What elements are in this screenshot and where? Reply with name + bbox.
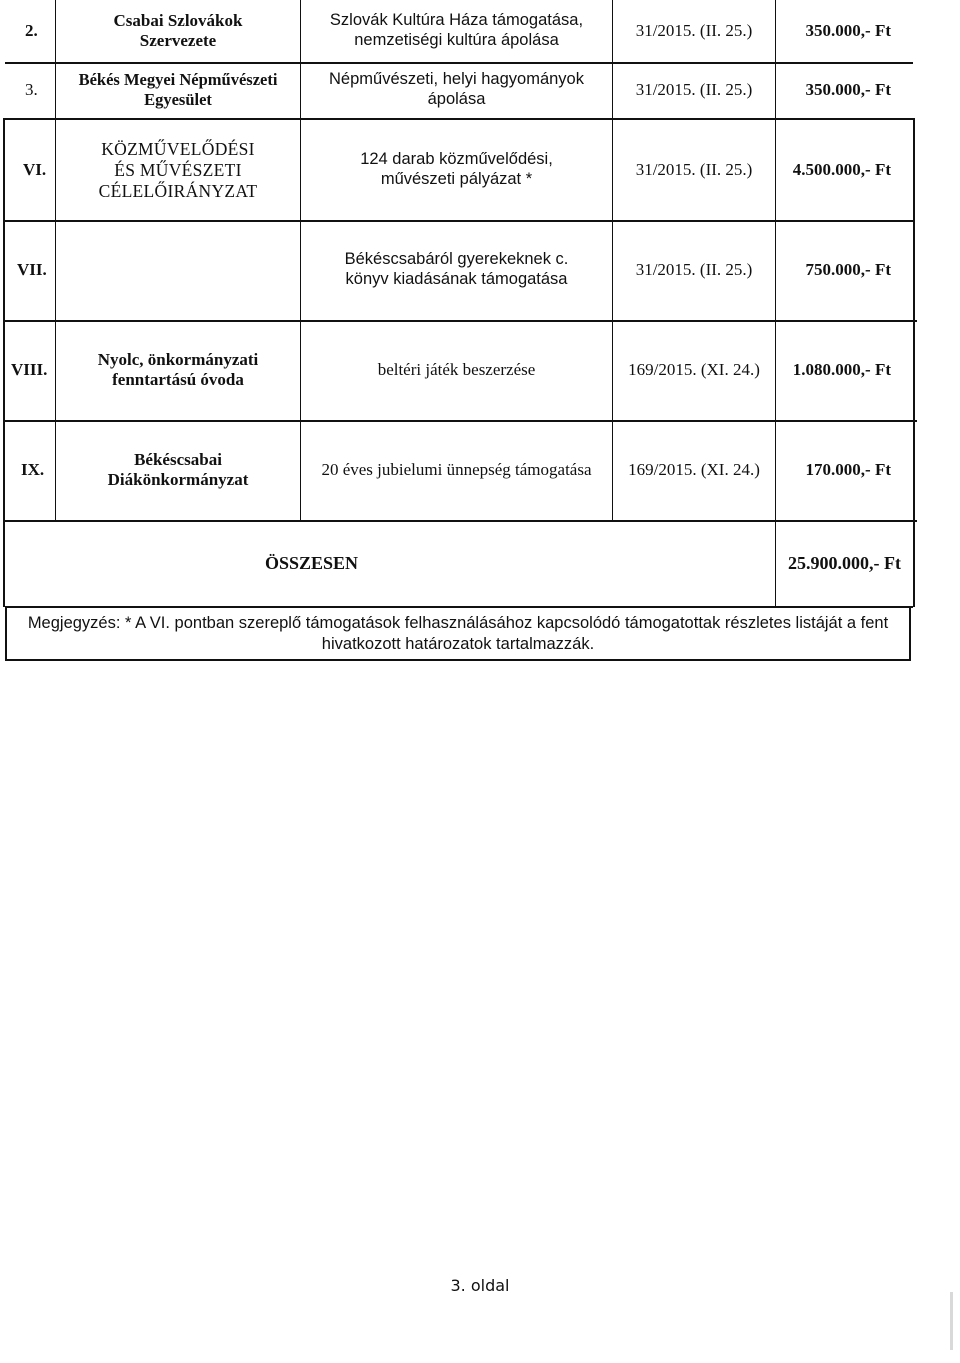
row-number: VII. — [17, 259, 47, 279]
resolution-number: 31/2015. (II. 25.) — [612, 62, 775, 118]
grant-amount: 170.000,- Ft — [775, 420, 913, 520]
organization-name — [55, 220, 300, 320]
row-number: 3. — [25, 79, 38, 99]
organization-name: KÖZMŰVELŐDÉSI ÉS MŰVÉSZETI CÉLELŐIRÁNYZAT — [55, 120, 300, 220]
row-divider — [5, 320, 917, 322]
organization-name: Békéscsabai Diákönkormányzat — [55, 420, 300, 520]
organization-name: Nyolc, önkormányzati fenntartású óvoda — [55, 320, 300, 420]
grant-amount: 350.000,- Ft — [775, 62, 913, 118]
resolution-number: 169/2015. (XI. 24.) — [612, 320, 775, 420]
row-number: VIII. — [11, 359, 48, 379]
grant-purpose: Békéscsabáról gyerekeknek c. könyv kiadásának támogatása — [300, 220, 612, 320]
row-divider — [5, 62, 913, 64]
resolution-number: 31/2015. (II. 25.) — [612, 220, 775, 320]
organization-name: Csabai Szlovákok Szervezete — [55, 0, 300, 62]
row-number: VI. — [23, 159, 47, 179]
grant-amount: 350.000,- Ft — [775, 0, 913, 62]
table-row — [5, 0, 913, 62]
total-row — [5, 520, 913, 607]
table-row — [5, 220, 913, 320]
table-row — [5, 320, 913, 420]
total-spacer — [612, 520, 775, 607]
total-amount: 25.900.000,- Ft — [775, 520, 913, 607]
grant-amount: 750.000,- Ft — [775, 220, 913, 320]
row-divider — [5, 118, 913, 120]
table-border-right — [913, 118, 915, 607]
grant-purpose: 20 éves jubielumi ünnepség támogatása — [300, 420, 612, 520]
row-divider — [5, 220, 913, 222]
organization-name: Békés Megyei Népművészeti Egyesület — [55, 62, 300, 118]
row-divider — [5, 420, 917, 422]
table-row — [5, 120, 913, 220]
row-divider — [5, 520, 917, 522]
grant-purpose: beltéri játék beszerzése — [300, 320, 612, 420]
resolution-number: 169/2015. (XI. 24.) — [612, 420, 775, 520]
resolution-number: 31/2015. (II. 25.) — [612, 120, 775, 220]
row-number: 2. — [25, 20, 38, 40]
table-row — [5, 420, 913, 520]
grant-amount: 4.500.000,- Ft — [775, 120, 913, 220]
grant-purpose: Szlovák Kultúra Háza támogatása, nemzetiségi kultúra ápolása — [300, 0, 612, 62]
grant-amount: 1.080.000,- Ft — [775, 320, 913, 420]
resolution-number: 31/2015. (II. 25.) — [612, 0, 775, 62]
total-label: ÖSSZESEN — [264, 552, 359, 573]
footnote: Megjegyzés: * A VI. pontban szereplő támogatások felhasználásához kapcsolódó támogatottak részletes listáját a fent hivatkozott határozatok tartalmazzák. — [5, 607, 911, 661]
page-number: 3. oldal — [450, 1276, 510, 1295]
table-border-left — [3, 118, 5, 607]
row-number: IX. — [21, 459, 45, 479]
scan-edge-mark — [950, 1292, 953, 1350]
table-row — [5, 62, 913, 118]
grant-purpose: Népművészeti, helyi hagyományok ápolása — [300, 62, 612, 118]
grant-purpose: 124 darab közművelődési, művészeti pályázat * — [300, 120, 612, 220]
